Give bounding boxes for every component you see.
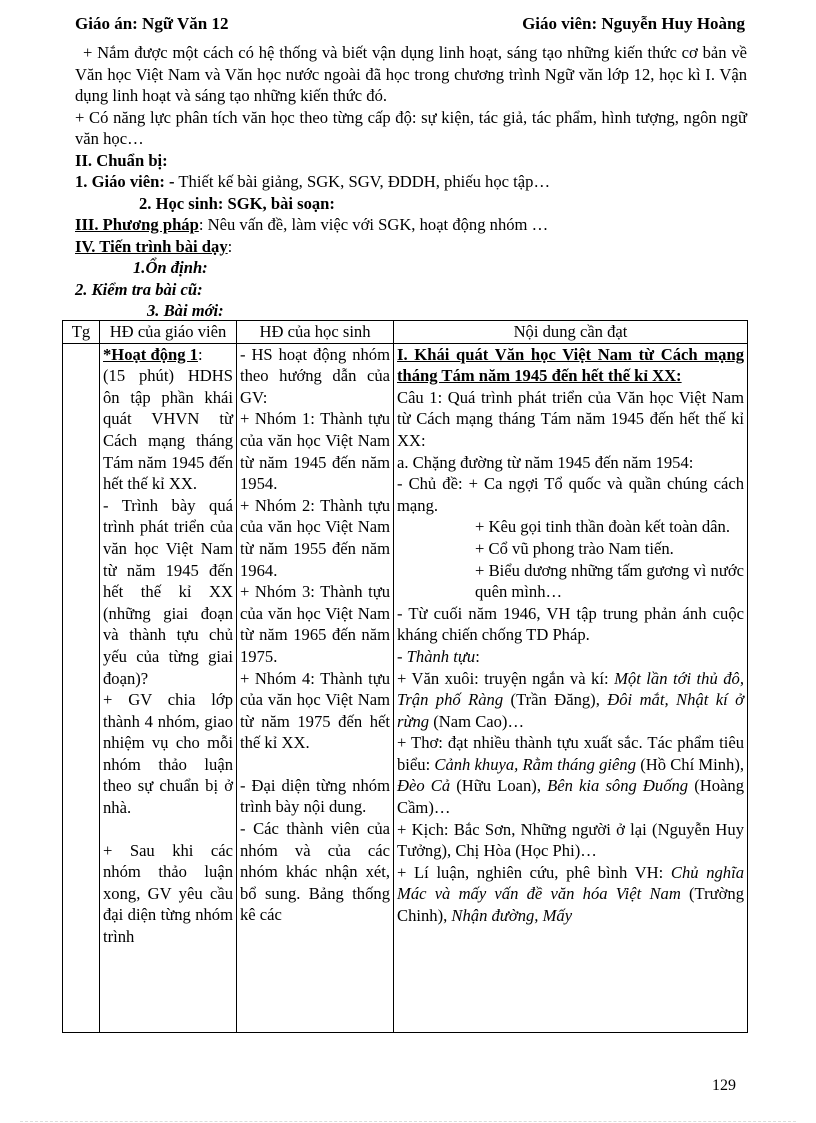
content-achievements — [397, 646, 744, 668]
content-section-a: a. Chặng đường từ năm 1945 đến năm 1954: — [397, 452, 694, 472]
teacher-activity-cell — [100, 343, 237, 1032]
step-2: 2. Kiểm tra bài cũ: — [75, 279, 203, 299]
student-para: + Nhóm 1: Thành tựu của văn học Việt Nam từ năm 1945 đến năm 1954. — [240, 409, 390, 494]
poetry-text: (Hữu Loan), — [450, 776, 548, 796]
method-label: III. Phương pháp — [75, 215, 199, 234]
step-1: 1.Ổn định: — [133, 258, 208, 277]
student-para: + Nhóm 4: Thành tựu của văn học Việt Nam từ năm 1975 đến hết thế kỉ XX. — [240, 668, 390, 753]
theory-text: (Trường Chinh), — [397, 884, 744, 926]
prose-text: (Trần Đăng), — [503, 690, 608, 710]
content-drama: + Kịch: Bắc Sơn, Những người ở lại (Nguyễn Huy Tưởng), Chị Hòa (Học Phi)… — [397, 819, 744, 861]
document-body — [75, 42, 747, 322]
lesson-table — [62, 320, 748, 1033]
activity-title-colon: : — [197, 344, 203, 364]
content-poetry — [397, 732, 744, 818]
step-3: 3. Bài mới: — [147, 301, 224, 320]
table-header-row — [63, 321, 748, 344]
prose-text: + Văn xuôi: truyện ngắn và kí: — [397, 668, 615, 688]
objective-paragraph-1: + Nắm được một cách có hệ thống và biết vận dụng linh hoạt, sáng tạo những kiến thức cơ bản về Văn học Việt Nam và Văn học nước ngoài đã học trong chương trình Ngữ văn lớp 12, học kì I. Vận dụng linh hoạt và sáng tạo những kiến thức đó. — [75, 43, 747, 105]
student-activity-cell — [237, 343, 394, 1032]
poetry-text: (Hoàng Cầm)… — [397, 776, 744, 818]
objective-paragraph-2: + Có năng lực phân tích văn học theo từng cấp độ: sự kiện, tác giả, tác phẩm, hình tượng, ngôn ngữ văn học… — [75, 107, 747, 148]
header-teacher: Giáo viên: Nguyễn Huy Hoàng — [522, 14, 745, 33]
teacher-para: (15 phút) HDHS ôn tập phần khái quát VHVN từ Cách mạng tháng Tám năm 1945 đến hết thế kỉ XX. — [103, 366, 233, 494]
content-theory — [397, 862, 744, 927]
teacher-para: + GV chia lớp thành 4 nhóm, giao nhiệm vụ cho mỗi nhóm thảo luận theo sự chuẩn bị ở nhà. — [103, 690, 233, 818]
student-para: - Đại diện từng nhóm trình bày nội dung. — [240, 775, 390, 817]
student-para: - Các thành viên của nhóm và của các nhóm khác nhận xét, bổ sung. Bảng thống kê các — [240, 819, 390, 925]
teacher-para: + Sau khi các nhóm thảo luận xong, GV yêu cầu đại diện từng nhóm trình — [103, 840, 233, 947]
poetry-text: + Thơ: đạt nhiều thành tựu xuất sắc. Tác phẩm tiêu biểu: — [397, 733, 744, 774]
content-theme: + Kêu gọi tinh thần đoàn kết toàn dân. — [475, 517, 730, 537]
header-time: Tg — [63, 321, 100, 344]
activity-title — [103, 344, 233, 366]
header-content: Nội dung cần đạt — [394, 321, 748, 344]
page-header — [75, 14, 745, 36]
poetry-works: Bên kia sông Đuống — [547, 776, 689, 796]
prep-title: II. Chuẩn bị: — [75, 150, 168, 170]
content-1946: - Từ cuối năm 1946, VH tập trung phản ánh cuộc kháng chiến chống TD Pháp. — [397, 603, 744, 645]
method — [75, 214, 747, 236]
method-text: : Nêu vấn đề, làm việc với SGK, hoạt động nhóm … — [198, 215, 549, 234]
content-prose — [397, 668, 744, 733]
content-theme: + Cổ vũ phong trào Nam tiến. — [475, 538, 674, 558]
process-colon: : — [227, 236, 233, 256]
table-row — [63, 343, 748, 1032]
student-para: + Nhóm 2: Thành tựu của văn học Việt Nam từ năm 1955 đến năm 1964. — [240, 495, 390, 580]
prose-works: Một lần tới thủ đô, Trận phố Ràng — [397, 668, 744, 710]
footer-divider — [20, 1121, 796, 1122]
header-teacher-activity: HĐ của giáo viên — [100, 321, 237, 344]
poetry-works: Cảnh khuya, Rằm tháng giêng — [434, 754, 636, 774]
achievements-colon: : — [475, 646, 480, 666]
prep-student: 2. Học sinh: SGK, bài soạn: — [139, 193, 335, 213]
content-heading: I. Khái quát Văn học Việt Nam từ Cách mạng tháng Tám năm 1945 đến hết thế kỉ XX: — [397, 344, 744, 386]
process — [75, 236, 747, 258]
header-student-activity: HĐ của học sinh — [237, 321, 394, 344]
prep-teacher — [75, 171, 747, 193]
page-number: 129 — [712, 1077, 736, 1094]
content-question-1: Câu 1: Quá trình phát triển của Văn học Việt Nam từ Cách mạng tháng Tám năm 1945 đến hết thế kỉ XX: — [397, 387, 744, 450]
header-subject: Giáo án: Ngữ Văn 12 — [75, 14, 229, 33]
activity-title-text: *Hoạt động 1 — [103, 344, 198, 364]
content-theme: - Chủ đề: + Ca ngợi Tổ quốc và quần chúng cách mạng. — [397, 474, 744, 515]
prose-works: Đôi mắt, Nhật kí ở rừng — [397, 690, 744, 731]
theory-works: Nhận đường, Mấy — [451, 906, 573, 926]
achievements-label: - Thành tựu — [397, 646, 476, 666]
prep-teacher-label: 1. Giáo viên: - — [75, 172, 175, 191]
poetry-text: (Hồ Chí Minh), — [636, 754, 745, 774]
prose-text: (Nam Cao)… — [429, 711, 525, 731]
teacher-para: - Trình bày quá trình phát triển của văn học Việt Nam từ năm 1945 đến hết thế kỉ XX (những giai đoạn và thành tựu chủ yếu của từng giai đoạn)? — [103, 495, 233, 688]
poetry-works: Đèo Cả — [397, 776, 451, 796]
content-cell — [394, 343, 748, 1032]
content-theme: + Biểu dương những tấm gương vì nước quên mình… — [475, 560, 744, 602]
student-para: + Nhóm 3: Thành tựu của văn học Việt Nam từ năm 1965 đến năm 1975. — [240, 582, 390, 666]
student-para: - HS hoạt động nhóm theo hướng dẫn của GV: — [240, 344, 390, 407]
prep-teacher-text: Thiết kế bài giảng, SGK, SGV, ĐDDH, phiếu học tập… — [174, 172, 551, 191]
theory-text: + Lí luận, nghiên cứu, phê bình VH: — [397, 862, 671, 882]
time-cell — [63, 343, 100, 1032]
theory-works: Chủ nghĩa Mác và mấy vấn đề văn hóa Việt Nam — [397, 862, 745, 904]
process-label: IV. Tiến trình bài dạy — [75, 236, 228, 256]
